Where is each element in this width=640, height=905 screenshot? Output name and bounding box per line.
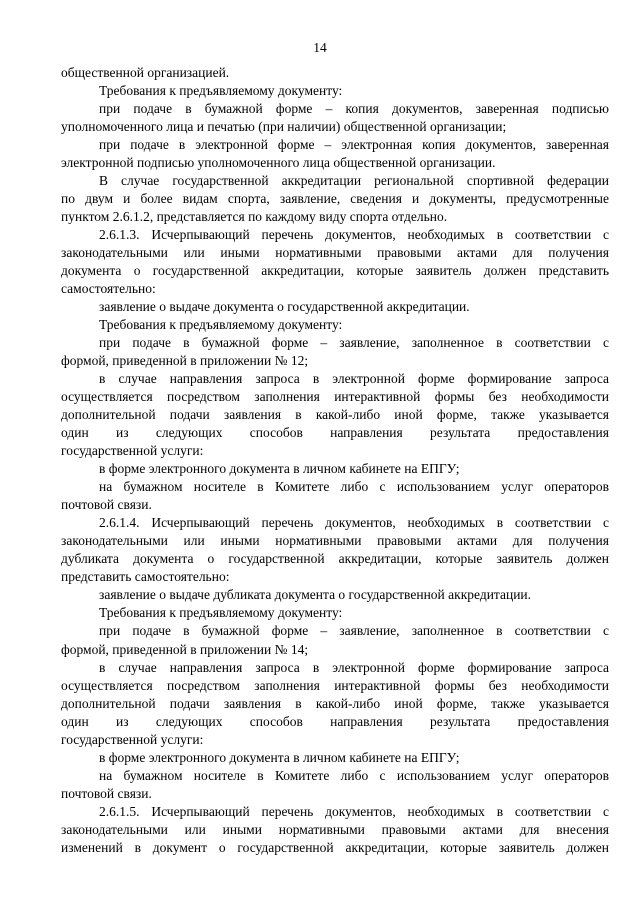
text-line: по двум и более видам спорта, заявление, сведения и документы, предусмотренные [61, 191, 609, 207]
text-line: почтовой связи. [61, 785, 152, 801]
text-line: изменений в документ о государственной аккредитации, которые заявитель должен [61, 839, 609, 855]
text-line: 2.6.1.5. Исчерпывающий перечень документов, необходимых в соответствии с [99, 803, 609, 819]
text-line: дубликата документа о государственной аккредитации, которые заявитель должен [61, 551, 609, 567]
text-line: законодательными или иными нормативными правовыми актами для получения [61, 245, 609, 261]
text-line: Требования к предъявляемому документу: [99, 605, 343, 621]
text-line: 2.6.1.3. Исчерпывающий перечень документов, необходимых в соответствии с [99, 227, 609, 243]
text-line: дополнительной подачи заявления в какой-либо иной форме, также указывается [61, 695, 609, 711]
text-line: В случае государственной аккредитации региональной спортивной федерации [99, 173, 609, 189]
text-line: в форме электронного документа в личном кабинете на ЕПГУ; [99, 461, 460, 477]
text-line: в случае направления запроса в электронной форме формирование запроса [99, 659, 609, 675]
text-line: при подаче в бумажной форме – заявление, заполненное в соответствии с [99, 623, 609, 639]
text-line: при подаче в бумажной форме – копия документов, заверенная подписью [99, 101, 609, 117]
text-line: Требования к предъявляемому документу: [99, 317, 343, 333]
text-line: представить самостоятельно: [61, 569, 230, 585]
text-line: заявление о выдаче документа о государственной аккредитации. [99, 299, 470, 315]
text-line: формой, приведенной в приложении № 14; [61, 641, 309, 657]
text-line: в форме электронного документа в личном кабинете на ЕПГУ; [99, 749, 460, 765]
text-line: самостоятельно: [61, 281, 156, 297]
text-line: почтовой связи. [61, 497, 152, 513]
text-line: на бумажном носителе в Комитете либо с использованием услуг операторов [99, 479, 609, 495]
text-line: при подаче в бумажной форме – заявление, заполненное в соответствии с [99, 335, 609, 351]
text-line: один из следующих способов направления результата предоставления [61, 425, 609, 441]
text-line: Требования к предъявляемому документу: [99, 83, 343, 99]
text-line: при подаче в электронной форме – электронная копия документов, заверенная [99, 137, 609, 153]
text-line: дополнительной подачи заявления в какой-либо иной форме, также указывается [61, 407, 609, 423]
text-line: законодательными или иными нормативными правовыми актами для получения [61, 533, 609, 549]
page-number: 14 [313, 40, 327, 55]
text-line: документа о государственной аккредитации, которые заявитель должен представить [61, 263, 609, 279]
text-line: общественной организацией. [61, 65, 230, 80]
text-line: пунктом 2.6.1.2, представляется по каждому виду спорта отдельно. [61, 209, 448, 225]
text-line: осуществляется посредством заполнения интерактивной формы без необходимости [61, 389, 609, 405]
text-line: один из следующих способов направления результата предоставления [61, 713, 609, 729]
document-body [61, 64, 609, 857]
text-line: 2.6.1.4. Исчерпывающий перечень документов, необходимых в соответствии с [99, 515, 609, 531]
text-line: законодательными или иными нормативными правовыми актами для внесения [61, 821, 609, 837]
text-line: электронной подписью уполномоченного лица общественной организации. [61, 155, 496, 171]
text-line: заявление о выдаче дубликата документа о государственной аккредитации. [99, 587, 532, 603]
text-line: государственной услуги: [61, 731, 204, 747]
text-line: осуществляется посредством заполнения интерактивной формы без необходимости [61, 677, 609, 693]
text-line: государственной услуги: [61, 443, 204, 459]
text-line: уполномоченного лица и печатью (при наличии) общественной организации; [61, 119, 507, 135]
text-line: в случае направления запроса в электронной форме формирование запроса [99, 371, 609, 387]
text-line: формой, приведенной в приложении № 12; [61, 353, 309, 369]
text-line: на бумажном носителе в Комитете либо с использованием услуг операторов [99, 767, 609, 783]
